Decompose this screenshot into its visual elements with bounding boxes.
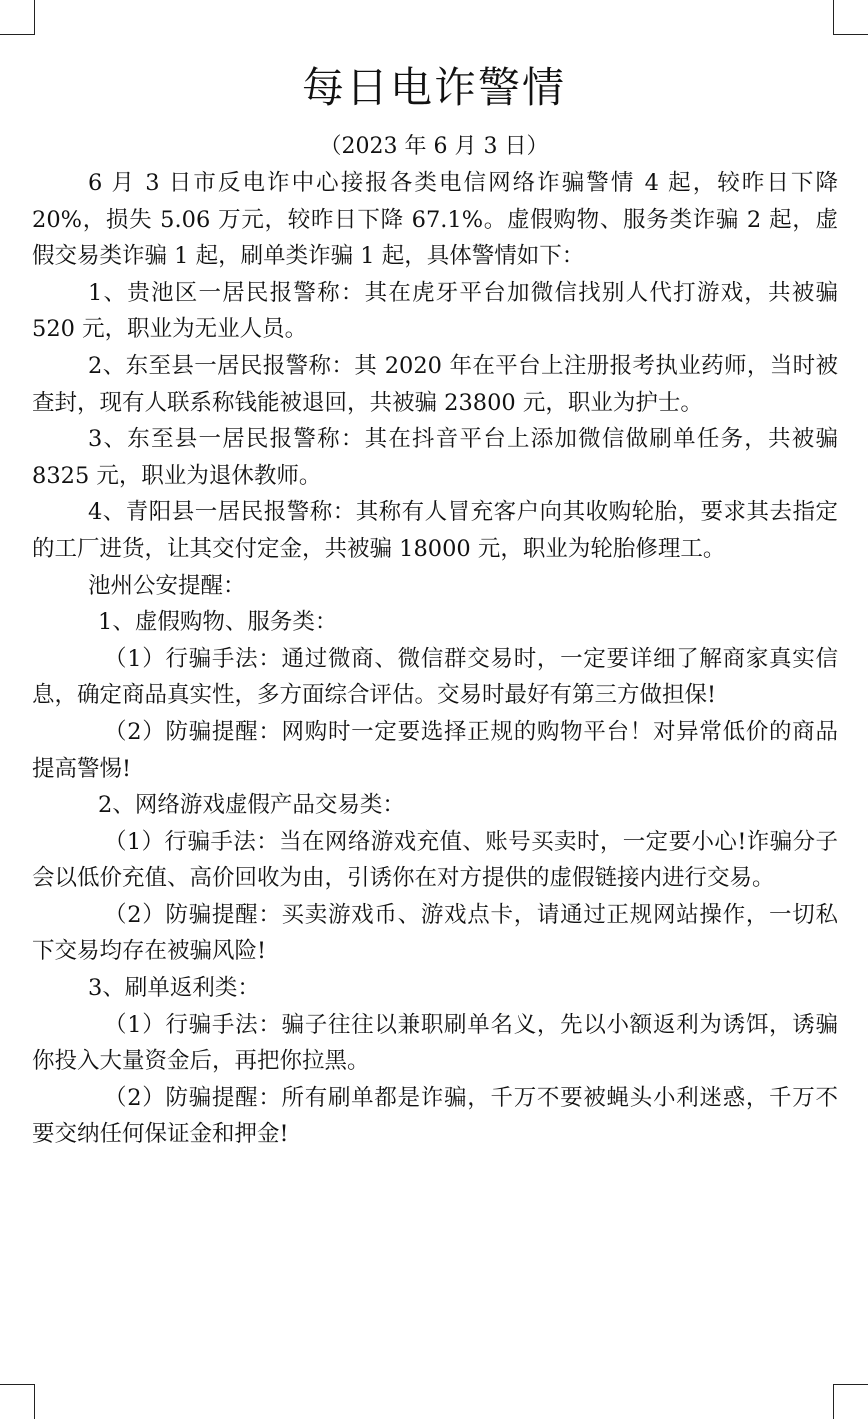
case-item: 4、青阳县一居民报警称：其称有人冒充客户向其收购轮胎，要求其去指定的工厂进货，让其交付定金，共被骗 18000 元，职业为轮胎修理工。 <box>32 499 838 562</box>
case-item: 1、贵池区一居民报警称：其在虎牙平台加微信找别人代打游戏，共被骗 520 元，职业为无业人员。 <box>32 279 838 343</box>
reminder-method: （1）行骗手法：通过微商、微信群交易时，一定要详细了解商家真实信息，确定商品真实性，多方面综合评估。交易时最好有第三方做担保! <box>32 645 838 709</box>
reminder-tip: （2）防骗提醒：所有刷单都是诈骗，千万不要被蝇头小利迷惑，千万不要交纳任何保证金和押金! <box>32 1084 838 1148</box>
crop-mark-bottom-right <box>833 1384 868 1419</box>
crop-mark-bottom-left <box>0 1384 35 1419</box>
report-date: （2023 年 6 月 3 日） <box>319 134 549 159</box>
reminder-tip: （2）防骗提醒：买卖游戏币、游戏点卡，请通过正规网站操作，一切私下交易均存在被骗风险! <box>32 901 838 965</box>
case-item: 3、东至县一居民报警称：其在抖音平台上添加微信做刷单任务，共被骗 8325 元，职业为退休教师。 <box>32 426 838 489</box>
reminder-category: 3、刷单返利类： <box>88 975 260 1002</box>
page-title: 每日电诈警情 <box>301 63 566 112</box>
reminder-tip: （2）防骗提醒：网购时一定要选择正规的购物平台！对异常低价的商品提高警惕! <box>32 718 838 782</box>
crop-mark-top-left <box>0 0 35 35</box>
summary-paragraph: 6 月 3 日市反电诈中心接报各类电信网络诈骗警情 4 起，较昨日下降 20%，损失 5.06 万元，较昨日下降 67.1%。虚假购物、服务类诈骗 2 起，虚假交易类诈骗 1 起，刷单类诈骗 1 起，具体警情如下： <box>32 170 838 270</box>
reminder-heading: 池州公安提醒： <box>88 572 246 599</box>
reminder-method: （1）行骗手法：当在网络游戏充值、账号买卖时，一定要小心!诈骗分子会以低价充值、高价回收为由，引诱你在对方提供的虚假链接内进行交易。 <box>32 828 838 892</box>
reminder-category: 1、虚假购物、服务类： <box>98 609 338 636</box>
crop-mark-top-right <box>833 0 868 35</box>
case-item: 2、东至县一居民报警称：其 2020 年在平台上注册报考执业药师，当时被查封，现有人联系称钱能被退回，共被骗 23800 元，职业为护士。 <box>32 352 838 416</box>
reminder-category: 2、网络游戏虚假产品交易类： <box>98 792 405 819</box>
report-body <box>32 165 838 1153</box>
reminder-method: （1）行骗手法：骗子往往以兼职刷单名义，先以小额返利为诱饵，诱骗你投入大量资金后，再把你拉黑。 <box>32 1011 838 1075</box>
